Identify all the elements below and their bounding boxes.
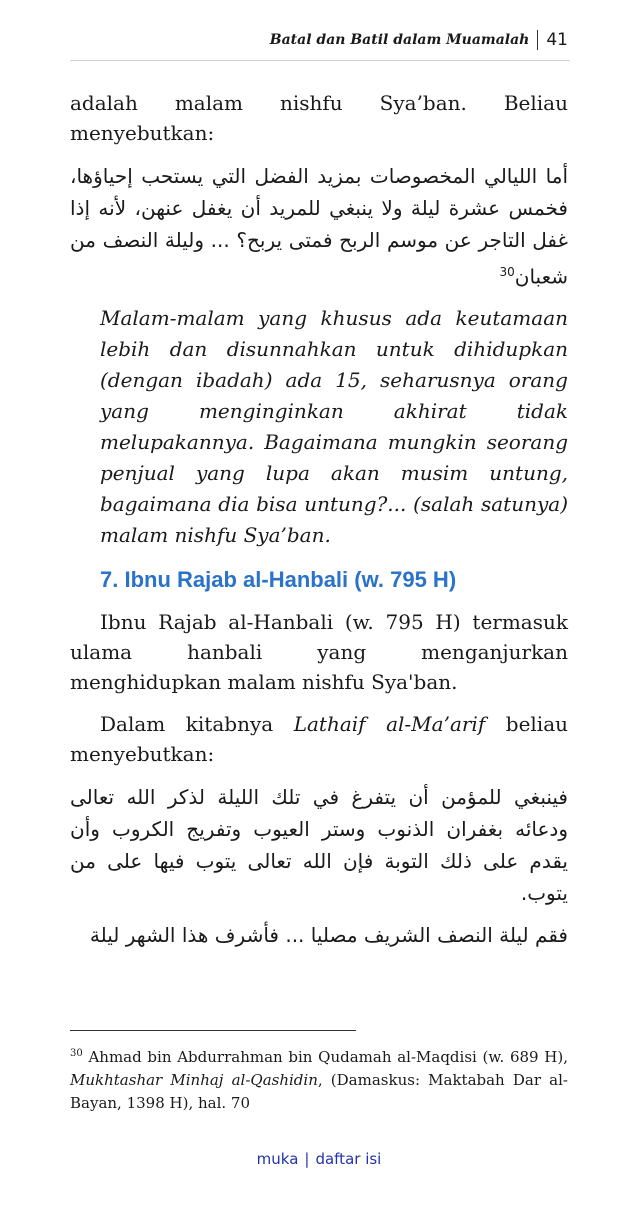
footnote-text-1: Ahmad bin Abdurrahman bin Qudamah al-Maqdisi (w. 689 H), [82, 1048, 568, 1066]
home-link[interactable]: muka [256, 1150, 299, 1168]
nav-separator: | [304, 1150, 310, 1168]
header-divider [537, 30, 538, 50]
section-heading: 7. Ibnu Rajab al-Hanbali (w. 795 H) [100, 566, 457, 592]
footnote-ref-30[interactable]: 30 [499, 265, 515, 279]
intro-paragraph: adalah malam nishfu Sya’ban. Beliau menyebutkan: [70, 91, 568, 145]
lathaif-text-after: beliau menyebutkan: [70, 711, 569, 766]
lathaif-text-before: Dalam kitabnya [100, 711, 294, 736]
page-content [70, 88, 568, 961]
lathaif-paragraph [70, 709, 568, 769]
arabic-quote-2: فينبغي للمؤمن أن يتفرغ في تلك الليلة لذكر الله تعالى ودعائه بغفران الذنوب وستر العيوب وتفريج الكروب وأن يقدم على ذلك التوبة فإن الله تعالى يتوب فيها على من يتوب. [70, 784, 568, 905]
running-title: Batal dan Batil dalam Muamalah [269, 32, 530, 48]
arabic-quote-1-text: أما الليالي المخصوصات بمزيد الفضل التي يستحب إحياؤها، فخمس عشرة ليلة ولا ينبغي للمريد أن يغفل عنهن، لأنه إذا غفل التاجر عن موسم الربح فمتى يربح؟ ... وليلة النصف من شعبان [70, 164, 568, 289]
header-rule [70, 60, 570, 61]
footnote-book-title: Mukhtashar Minhaj al-Qashidin [70, 1071, 318, 1089]
toc-link[interactable]: daftar isi [315, 1150, 382, 1168]
footnote-text-2: , (Damaskus: Maktabah Dar al-Bayan, 1398 H), hal. 70 [70, 1071, 568, 1112]
arabic-quote-3: فقم ليلة النصف الشريف مصليا ... فأشرف هذا الشهر ليلة [89, 922, 568, 947]
footnote-30 [70, 1042, 568, 1115]
translation-quote: Malam-malam yang khusus ada keutamaan lebih dan disunnahkan untuk dihidupkan (dengan ibadah) ada 15, seharusnya orang yang menginginkan akhirat tidak melupakannya. Bagaimana mungkin seorang penjual yang lupa akan musim untung, bagaimana dia bisa untung?... (salah satunya) malam nishfu Sya’ban. [100, 305, 568, 547]
footnote-number: 30 [70, 1048, 83, 1059]
book-title-lathaif: Lathaif al-Ma’arif [293, 711, 486, 736]
page-navigation [0, 1150, 638, 1168]
page-header [270, 30, 568, 50]
footnote-rule [70, 1030, 356, 1031]
ibnu-rajab-paragraph: Ibnu Rajab al-Hanbali (w. 795 H) termasuk ulama hanbali yang menganjurkan menghidupkan malam nishfu Sya'ban. [70, 609, 568, 694]
page-number: 41 [546, 30, 568, 50]
arabic-quote-1 [70, 160, 568, 293]
